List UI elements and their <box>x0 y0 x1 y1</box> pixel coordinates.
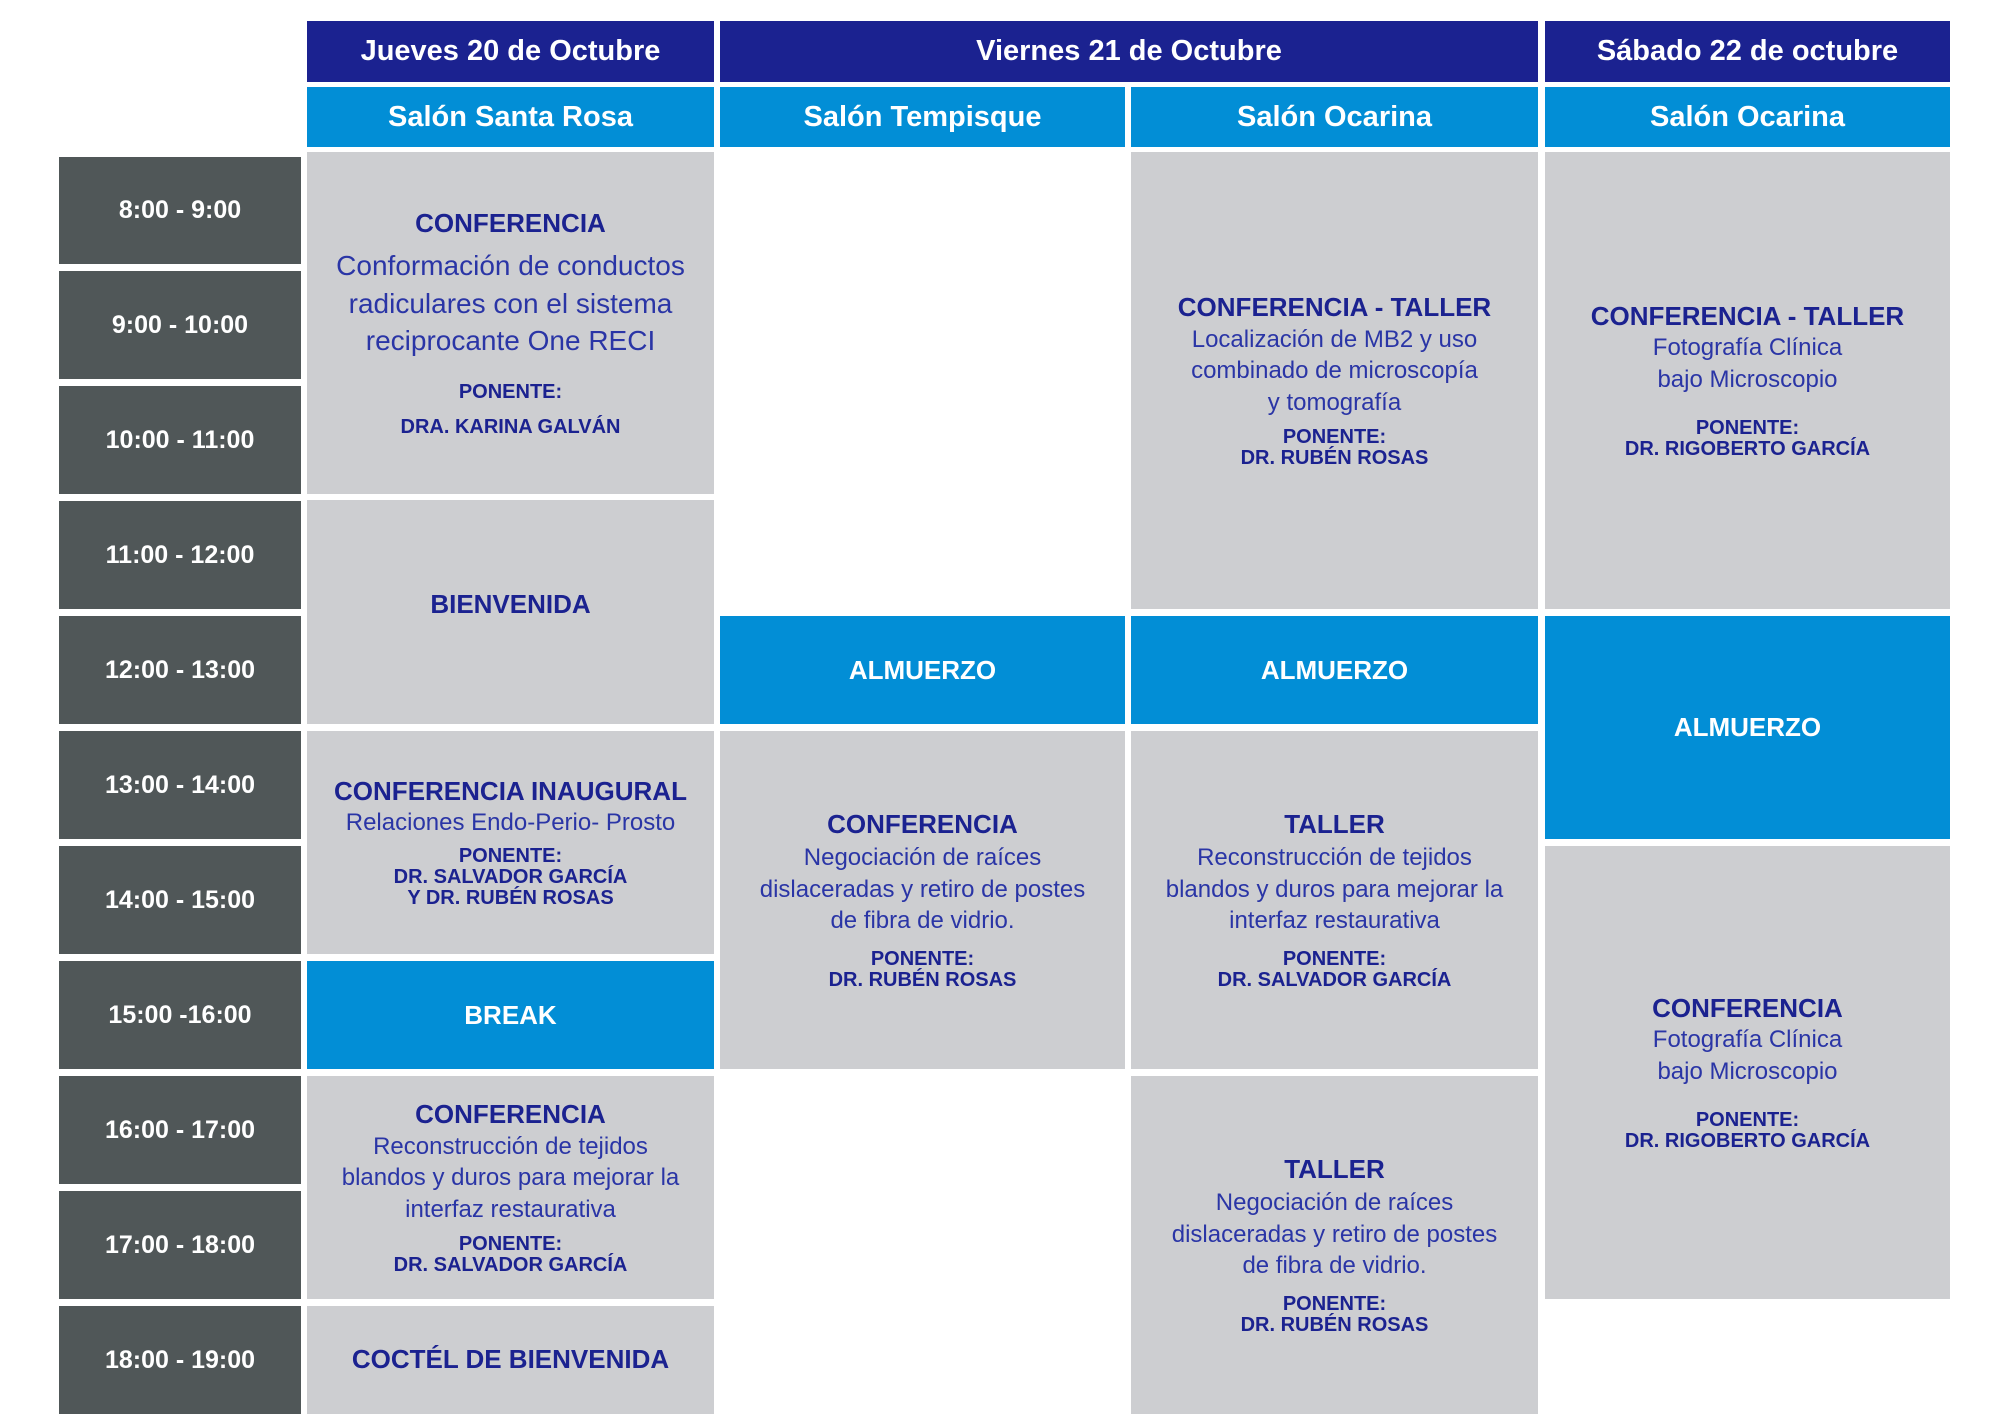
event-conference-fotografia <box>1545 846 1950 1299</box>
time-slot: 12:00 - 13:00 <box>59 616 301 724</box>
event-conference-one-reci <box>307 152 714 494</box>
event-description-line: bajo Microscopio <box>1657 366 1838 394</box>
event-title: CONFERENCIA - TALLER <box>1177 292 1492 323</box>
speaker-name: Y DR. RUBÉN ROSAS <box>407 887 614 910</box>
event-conferencia-inaugural <box>307 731 714 954</box>
event-description <box>760 842 1086 937</box>
event-conference-taller-fotografia <box>1545 152 1950 609</box>
speaker-name: DR. RUBÉN ROSAS <box>1240 446 1429 469</box>
ponente-label: PONENTE: <box>1695 1108 1800 1131</box>
event-description-line: combinado de microscopía <box>1191 357 1478 385</box>
event-conference-negociacion <box>720 731 1125 1069</box>
event-description-line: de fibra de vidrio. <box>830 907 1015 935</box>
event-almuerzo-sabado: ALMUERZO <box>1545 616 1950 839</box>
event-title: CONFERENCIA - TALLER <box>1590 301 1905 332</box>
room-header-santa-rosa: Salón Santa Rosa <box>307 87 714 147</box>
speaker-name: DR. RIGOBERTO GARCÍA <box>1624 1129 1871 1152</box>
event-description <box>1166 842 1504 937</box>
event-title: CONFERENCIA <box>1652 993 1843 1024</box>
event-title: COCTÉL DE BIENVENIDA <box>351 1344 670 1375</box>
room-header-tempisque: Salón Tempisque <box>720 87 1125 147</box>
event-description <box>1172 1187 1498 1282</box>
event-description-line: Fotografía Clínica <box>1652 1026 1843 1054</box>
ponente-label: PONENTE: <box>458 1232 563 1255</box>
ponente-label: PONENTE: <box>458 381 563 404</box>
ponente-label: PONENTE: <box>458 845 563 868</box>
time-slot: 16:00 - 17:00 <box>59 1076 301 1184</box>
event-description <box>346 807 676 839</box>
event-break: BREAK <box>307 961 714 1069</box>
event-description-line: y tomografía <box>1267 388 1402 416</box>
event-description-line: blandos y duros para mejorar la <box>341 1164 680 1192</box>
time-slot: 9:00 - 10:00 <box>59 271 301 379</box>
event-title: CONFERENCIA <box>415 1099 606 1130</box>
speaker-name: DR. SALVADOR GARCÍA <box>1217 969 1452 992</box>
time-slot: 11:00 - 12:00 <box>59 501 301 609</box>
event-description <box>336 247 685 360</box>
time-slot: 18:00 - 19:00 <box>59 1306 301 1414</box>
time-slot: 8:00 - 9:00 <box>59 157 301 264</box>
event-conference-reconstruccion <box>307 1076 714 1299</box>
event-description-line: Localización de MB2 y uso <box>1191 325 1478 353</box>
event-title: TALLER <box>1284 808 1385 839</box>
day-header-thursday: Jueves 20 de Octubre <box>307 21 714 82</box>
speaker-name: DR. RIGOBERTO GARCÍA <box>1624 437 1871 460</box>
event-description <box>1191 324 1478 419</box>
event-description-line: radiculares con el sistema <box>348 287 673 319</box>
time-slot: 13:00 - 14:00 <box>59 731 301 839</box>
day-header-friday: Viernes 21 de Octubre <box>720 21 1538 82</box>
speaker-name: DR. RUBÉN ROSAS <box>828 969 1017 992</box>
event-almuerzo-tempisque: ALMUERZO <box>720 616 1125 724</box>
day-header-saturday: Sábado 22 de octubre <box>1545 21 1950 82</box>
event-description-line: dislaceradas y retiro de postes <box>759 875 1086 903</box>
time-slot: 17:00 - 18:00 <box>59 1191 301 1299</box>
time-slot: 15:00 -16:00 <box>59 961 301 1069</box>
event-description-line: Relaciones Endo-Perio- Prosto <box>345 808 676 836</box>
event-taller-reconstruccion <box>1131 731 1538 1069</box>
event-description-line: interfaz restaurativa <box>1229 907 1440 935</box>
event-title: BIENVENIDA <box>430 589 591 620</box>
room-header-ocarina-friday: Salón Ocarina <box>1131 87 1538 147</box>
event-description-line: Negociación de raíces <box>1215 1189 1454 1217</box>
event-description-line: interfaz restaurativa <box>405 1195 616 1223</box>
event-taller-negociacion <box>1131 1076 1538 1414</box>
event-description-line: reciprocante One RECI <box>365 325 656 357</box>
event-title: CONFERENCIA <box>415 207 606 238</box>
ponente-label: PONENTE: <box>1282 948 1387 971</box>
speaker-name: DR. SALVADOR GARCÍA <box>393 1253 628 1276</box>
ponente-label: PONENTE: <box>1282 425 1387 448</box>
ponente-label: PONENTE: <box>870 948 975 971</box>
speaker-name: DRA. KARINA GALVÁN <box>400 416 621 439</box>
event-description-line: Conformación de conductos <box>336 249 685 281</box>
event-description-line: Reconstrucción de tejidos <box>373 1132 648 1160</box>
event-description-line: Negociación de raíces <box>803 844 1042 872</box>
event-coctel <box>307 1306 714 1414</box>
time-slot: 14:00 - 15:00 <box>59 846 301 954</box>
ponente-label: PONENTE: <box>1282 1293 1387 1316</box>
event-description-line: blandos y duros para mejorar la <box>1165 875 1504 903</box>
room-header-ocarina-saturday: Salón Ocarina <box>1545 87 1950 147</box>
event-title: TALLER <box>1284 1153 1385 1184</box>
event-almuerzo-ocarina: ALMUERZO <box>1131 616 1538 724</box>
time-slot: 10:00 - 11:00 <box>59 386 301 494</box>
event-conference-taller-mb2 <box>1131 152 1538 609</box>
event-description-line: bajo Microscopio <box>1657 1058 1838 1086</box>
event-title: CONFERENCIA INAUGURAL <box>334 775 687 806</box>
event-description-line: dislaceradas y retiro de postes <box>1171 1220 1498 1248</box>
event-description-line: Fotografía Clínica <box>1652 334 1843 362</box>
ponente-label: PONENTE: <box>1695 416 1800 439</box>
event-title: CONFERENCIA <box>827 808 1018 839</box>
event-bienvenida <box>307 500 714 724</box>
event-description <box>342 1131 680 1226</box>
event-description <box>1653 1024 1842 1087</box>
speaker-name: DR. SALVADOR GARCÍA <box>393 866 628 889</box>
event-description-line: de fibra de vidrio. <box>1242 1252 1427 1280</box>
event-description-line: Reconstrucción de tejidos <box>1197 844 1472 872</box>
speaker-name: DR. RUBÉN ROSAS <box>1240 1314 1429 1337</box>
event-description <box>1653 332 1842 395</box>
